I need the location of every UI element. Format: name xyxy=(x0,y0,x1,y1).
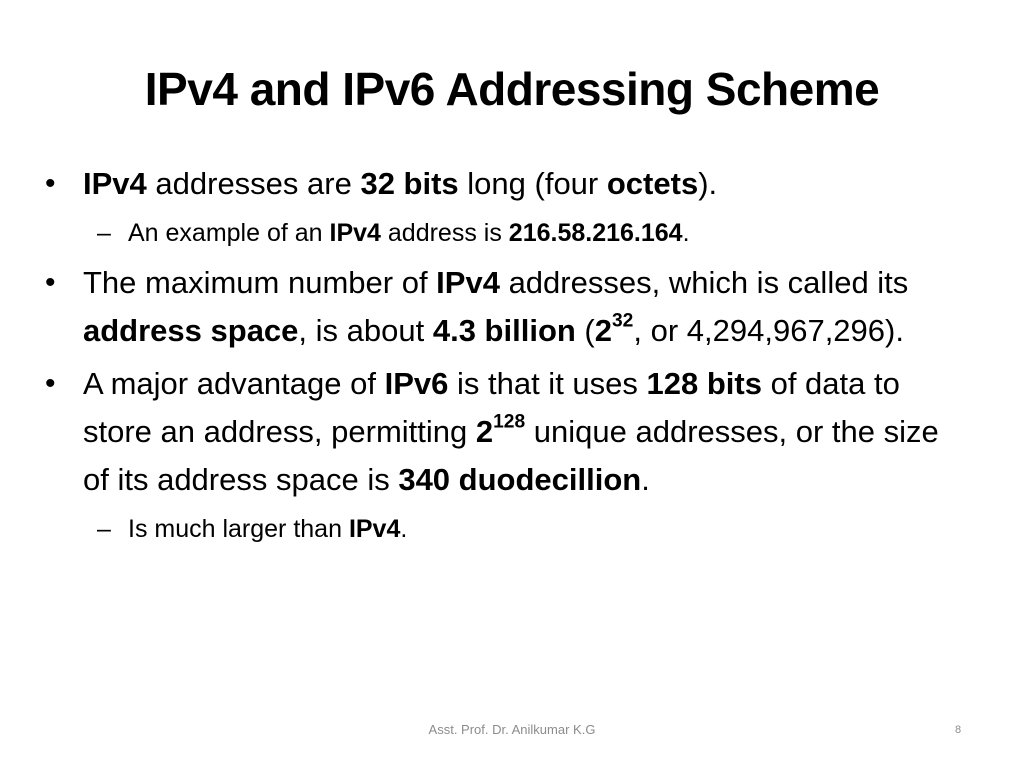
subbullet-marker: – xyxy=(97,219,111,247)
exponent: 128 xyxy=(493,411,526,433)
text-run: unique addresses, or the size of its address space is xyxy=(83,414,939,497)
text-run: long (four xyxy=(458,166,607,201)
footer-author: Asst. Prof. Dr. Anilkumar K.G xyxy=(428,722,596,737)
bullet-ipv4-length xyxy=(40,160,940,208)
bold-term: 2 xyxy=(594,313,612,348)
text-run: Is much larger than xyxy=(128,515,349,543)
subbullet-ipv4-example xyxy=(40,213,940,253)
text-run: of data to store an address, permitting xyxy=(83,366,900,449)
text-run: . xyxy=(400,515,408,543)
bold-term: 216.58.216.164 xyxy=(508,219,683,247)
bold-term: 4.3 billion xyxy=(432,313,576,348)
bold-term: 2 xyxy=(475,414,494,449)
bold-term: IPv4 xyxy=(329,219,381,247)
bold-term: IPv4 xyxy=(348,515,401,543)
bold-term: address space xyxy=(83,313,299,348)
bold-term: IPv6 xyxy=(384,366,449,401)
bold-term: octets xyxy=(606,166,699,201)
bold-term: 340 duodecillion xyxy=(398,462,642,497)
text-run: address is xyxy=(380,219,509,247)
text-run: The maximum number of xyxy=(83,265,437,300)
exponent: 32 xyxy=(612,310,634,332)
bold-term: IPv4 xyxy=(436,265,500,300)
slide-content xyxy=(40,160,940,555)
slide-title: IPv4 and IPv6 Addressing Scheme xyxy=(144,63,880,115)
text-run: . xyxy=(641,462,650,497)
text-run: , is about xyxy=(298,313,433,348)
text-run: ( xyxy=(575,313,595,348)
bullet-marker: • xyxy=(45,167,56,200)
bold-term: IPv4 xyxy=(83,166,147,201)
bullet-marker: • xyxy=(45,266,56,299)
text-run: addresses, which is called its xyxy=(499,265,909,300)
bullet-ipv6-advantage xyxy=(40,360,940,504)
bold-term: 128 bits xyxy=(646,366,762,401)
text-run: ). xyxy=(698,166,718,201)
text-run: An example of an xyxy=(128,219,330,247)
bold-term: 32 bits xyxy=(360,166,459,201)
subbullet-marker: – xyxy=(97,515,111,543)
text-run: . xyxy=(682,219,690,247)
bullet-marker: • xyxy=(45,367,56,400)
subbullet-ipv6-larger xyxy=(40,509,940,549)
page-number: 8 xyxy=(955,724,962,736)
text-run: is that it uses xyxy=(448,366,647,401)
text-run: , or 4,294,967,296). xyxy=(633,313,904,348)
bullet-ipv4-address-space xyxy=(40,259,940,355)
text-run: A major advantage of xyxy=(83,366,385,401)
text-run: addresses are xyxy=(146,166,361,201)
